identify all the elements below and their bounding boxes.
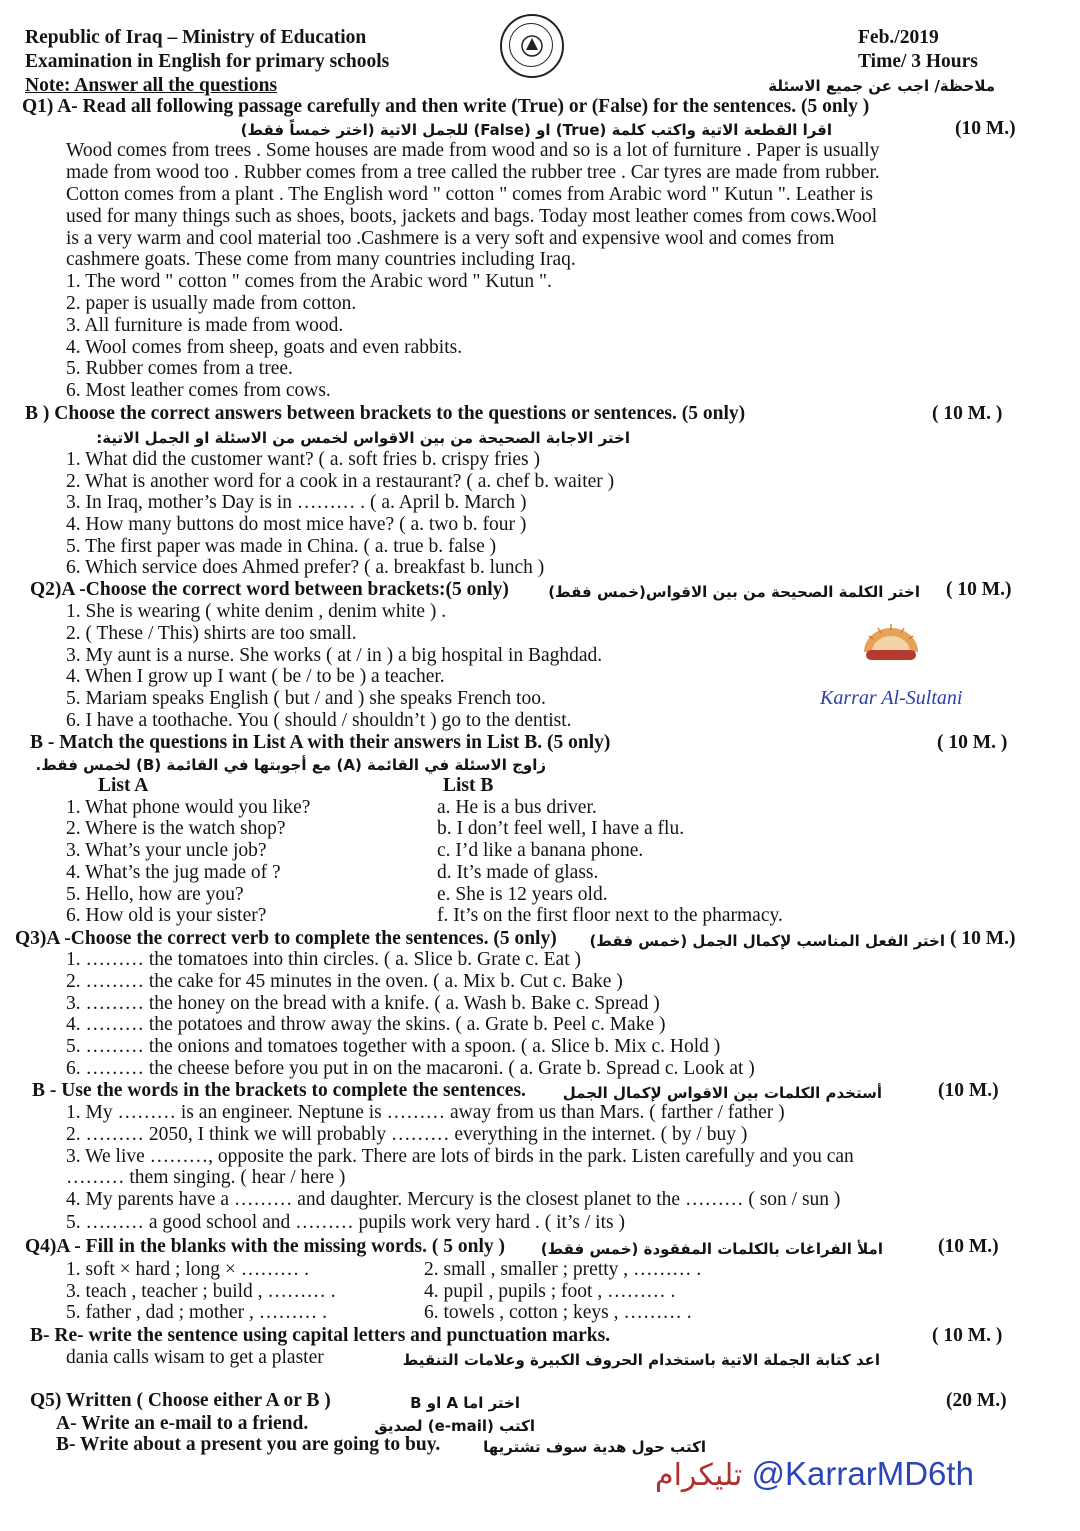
telegram-username: @KarrarMD6th (751, 1455, 974, 1492)
header-time: Time/ 3 Hours (858, 51, 978, 72)
list-a-item: 5. Hello, how are you? (66, 884, 244, 905)
telegram-label: تليكرام (655, 1458, 743, 1493)
q5-option-b-arabic: اكتب حول هدية سوف تشتريها (483, 1438, 706, 1456)
q2a-item: 1. She is wearing ( white denim , denim white ) . (66, 601, 447, 622)
q3b-item: 2. ……… 2050, I think we will probably ……… everything in the internet. ( by / buy ) (66, 1124, 748, 1145)
q1b-item: 1. What did the customer want? ( a. soft fries b. crispy fries ) (66, 449, 540, 470)
q4b-sentence: dania calls wisam to get a plaster (66, 1347, 324, 1368)
q5-option-a-arabic: اكتب (e-mail) لصديق (374, 1417, 535, 1435)
q3b-arabic: أستخدم الكلمات بين الاقواس لإكمال الجمل (562, 1084, 882, 1102)
q5-option-a: A- Write an e-mail to a friend. (56, 1413, 309, 1434)
q3b-item: 5. ……… a good school and ……… pupils work very hard . ( it’s / its ) (66, 1212, 625, 1233)
telegram-handle (655, 1455, 974, 1493)
header-note: Note: Answer all the questions (25, 75, 278, 96)
q2b-arabic: زاوج الاسئلة في القائمة (A) مع أجوبتها في القائمة (B) لخمس فقط. (35, 756, 546, 774)
q4a-item: 1. soft × hard ; long × ……… . (66, 1259, 309, 1280)
passage-line: cashmere goats. These come from many countries including Iraq. (66, 249, 576, 270)
q2b-title: B - Match the questions in List A with their answers in List B. (5 only) (30, 732, 611, 753)
q2a-item: 2. ( These / This) shirts are too small. (66, 623, 357, 644)
q1a-item: 1. The word " cotton " comes from the Arabic word " Kutun ". (66, 271, 552, 292)
passage-line: is a very warm and cool material too .Cashmere is a very soft and expensive wool and comes from (66, 228, 835, 249)
q4a-title: Q4)A - Fill in the blanks with the missing words. ( 5 only ) (25, 1236, 505, 1257)
q1a-item: 6. Most leather comes from cows. (66, 380, 331, 401)
q1a-marks: (10 M.) (955, 118, 1016, 139)
q3b-item: 4. My parents have a ……… and daughter. Mercury is the closest planet to the ……… ( son / sun ) (66, 1189, 841, 1210)
ministry-seal-icon (500, 14, 564, 78)
q2a-item: 5. Mariam speaks English ( but / and ) she speaks French too. (66, 688, 546, 709)
q3a-item: 6. ……… the cheese before you put in on the macaroni. ( a. Grate b. Spread c. Look at ) (66, 1058, 755, 1079)
header-ministry: Republic of Iraq – Ministry of Education (25, 27, 367, 48)
passage-line: used for many things such as shoes, boots, jackets and bags. Today most leather comes from cows.Wool (66, 206, 878, 227)
q1a-item: 2. paper is usually made from cotton. (66, 293, 357, 314)
q2b-marks: ( 10 M. ) (937, 732, 1008, 753)
list-a-heading: List A (98, 775, 149, 796)
header-date: Feb./2019 (858, 27, 939, 48)
q3a-item: 1. ……… the tomatoes into thin circles. ( a. Slice b. Grate c. Eat ) (66, 949, 581, 970)
list-b-item: d. It’s made of glass. (437, 862, 599, 883)
list-a-item: 4. What’s the jug made of ? (66, 862, 281, 883)
q3a-item: 5. ……… the onions and tomatoes together with a spoon. ( a. Slice b. Mix c. Hold ) (66, 1036, 721, 1057)
q3b-item: ……… them singing. ( hear / here ) (66, 1167, 346, 1188)
q2a-title: Q2)A -Choose the correct word between brackets:(5 only) (30, 579, 509, 600)
q5-title: Q5) Written ( Choose either A or B ) (30, 1390, 331, 1411)
q1b-item: 3. In Iraq, mother’s Day is in ……… . ( a. April b. March ) (66, 492, 527, 513)
q1a-item: 5. Rubber comes from a tree. (66, 358, 293, 379)
list-a-item: 2. Where is the watch shop? (66, 818, 286, 839)
q1b-title: B ) Choose the correct answers between brackets to the questions or sentences. (5 only) (25, 403, 746, 424)
q1b-item: 4. How many buttons do most mice have? ( a. two b. four ) (66, 514, 527, 535)
q1b-item: 2. What is another word for a cook in a restaurant? ( a. chef b. waiter ) (66, 471, 615, 492)
q3a-item: 4. ……… the potatoes and throw away the skins. ( a. Grate b. Peel c. Make ) (66, 1014, 666, 1035)
q4a-item: 2. small , smaller ; pretty , ……… . (424, 1259, 702, 1280)
passage-line: Cotton comes from a plant . The English word " cotton " comes from Arabic word " Kutun ". Leather is (66, 184, 873, 205)
q5-marks: (20 M.) (946, 1390, 1007, 1411)
list-a-item: 3. What’s your uncle job? (66, 840, 267, 861)
q3a-arabic: اختر الفعل المناسب لإكمال الجمل (خمس فقط) (589, 932, 945, 950)
q3b-title: B - Use the words in the brackets to complete the sentences. (32, 1080, 526, 1101)
q2a-item: 6. I have a toothache. You ( should / shouldn’t ) go to the dentist. (66, 710, 572, 731)
q3a-item: 3. ……… the honey on the bread with a knife. ( a. Wash b. Bake c. Spread ) (66, 993, 660, 1014)
list-b-item: b. I don’t feel well, I have a flu. (437, 818, 685, 839)
q1a-title: Q1) A- Read all following passage carefully and then write (True) or (False) for the sentences. (5 only ) (22, 96, 870, 117)
list-b-item: f. It’s on the first floor next to the pharmacy. (437, 905, 783, 926)
passage-line: made from wood too . Rubber comes from a tree called the rubber tree . Car tyres are made from rubber. (66, 162, 880, 183)
q1b-marks: ( 10 M. ) (932, 403, 1003, 424)
q4b-marks: ( 10 M. ) (932, 1325, 1003, 1346)
list-b-item: e. She is 12 years old. (437, 884, 608, 905)
q4a-arabic: املأ الفراغات بالكلمات المفقودة (خمس فقط) (540, 1240, 883, 1258)
q5-option-b: B- Write about a present you are going to buy. (56, 1434, 441, 1455)
q2a-marks: ( 10 M.) (946, 579, 1012, 600)
header-exam-title: Examination in English for primary schools (25, 51, 390, 72)
q3b-marks: (10 M.) (938, 1080, 999, 1101)
q4a-marks: (10 M.) (938, 1236, 999, 1257)
q4a-item: 3. teach , teacher ; build , ……… . (66, 1281, 336, 1302)
q2a-arabic: اختر الكلمة الصحيحة من بين الاقواس(خمس فقط) (548, 583, 920, 601)
q1a-arabic: اقرا القطعة الاتية واكتب كلمة (True) او (False) للجمل الاتية (اختر خمساً فقط) (240, 121, 832, 139)
q4b-title: B- Re- write the sentence using capital letters and punctuation marks. (30, 1325, 611, 1346)
list-a-item: 6. How old is your sister? (66, 905, 267, 926)
q4a-item: 5. father , dad ; mother , ……… . (66, 1302, 328, 1323)
q4a-item: 6. towels , cotton ; keys , ……… . (424, 1302, 692, 1323)
list-b-item: c. I’d like a banana phone. (437, 840, 644, 861)
q4b-arabic: اعد كتابة الجملة الاتية باستخدام الحروف الكبيرة وعلامات التنقيط (402, 1351, 880, 1369)
passage-line: Wood comes from trees . Some houses are made from wood and so is a lot of furniture . Paper is usually (66, 140, 880, 161)
q3a-marks: ( 10 M.) (950, 928, 1016, 949)
q3b-item: 1. My ……… is an engineer. Neptune is ……… away from us than Mars. ( farther / father ) (66, 1102, 785, 1123)
list-b-item: a. He is a bus driver. (437, 797, 597, 818)
student-guide-logo-icon (860, 622, 922, 664)
header-note-arabic: ملاحظة/ اجب عن جميع الاسئلة (768, 77, 995, 95)
q1a-item: 3. All furniture is made from wood. (66, 315, 344, 336)
q2a-item: 4. When I grow up I want ( be / to be ) a teacher. (66, 666, 445, 687)
q2a-item: 3. My aunt is a nurse. She works ( at / in ) a big hospital in Baghdad. (66, 645, 603, 666)
q4a-item: 4. pupil , pupils ; foot , ……… . (424, 1281, 676, 1302)
q1b-arabic: اختر الاجابة الصحيحة من بين الاقواس لخمس من الاسئلة او الجمل الاتية: (96, 429, 630, 447)
q1a-item: 4. Wool comes from sheep, goats and even rabbits. (66, 337, 463, 358)
author-signature: Karrar Al-Sultani (820, 687, 963, 709)
q5-title-arabic: اختر اما A او B (410, 1394, 520, 1412)
list-b-heading: List B (443, 775, 494, 796)
q1b-item: 5. The first paper was made in China. ( a. true b. false ) (66, 536, 497, 557)
q3a-title: Q3)A -Choose the correct verb to complete the sentences. (5 only) (15, 928, 557, 949)
q1b-item: 6. Which service does Ahmed prefer? ( a. breakfast b. lunch ) (66, 557, 545, 578)
list-a-item: 1. What phone would you like? (66, 797, 311, 818)
q3b-item: 3. We live ………, opposite the park. There are lots of birds in the park. Listen carefully and you can (66, 1146, 854, 1167)
q3a-item: 2. ……… the cake for 45 minutes in the oven. ( a. Mix b. Cut c. Bake ) (66, 971, 623, 992)
